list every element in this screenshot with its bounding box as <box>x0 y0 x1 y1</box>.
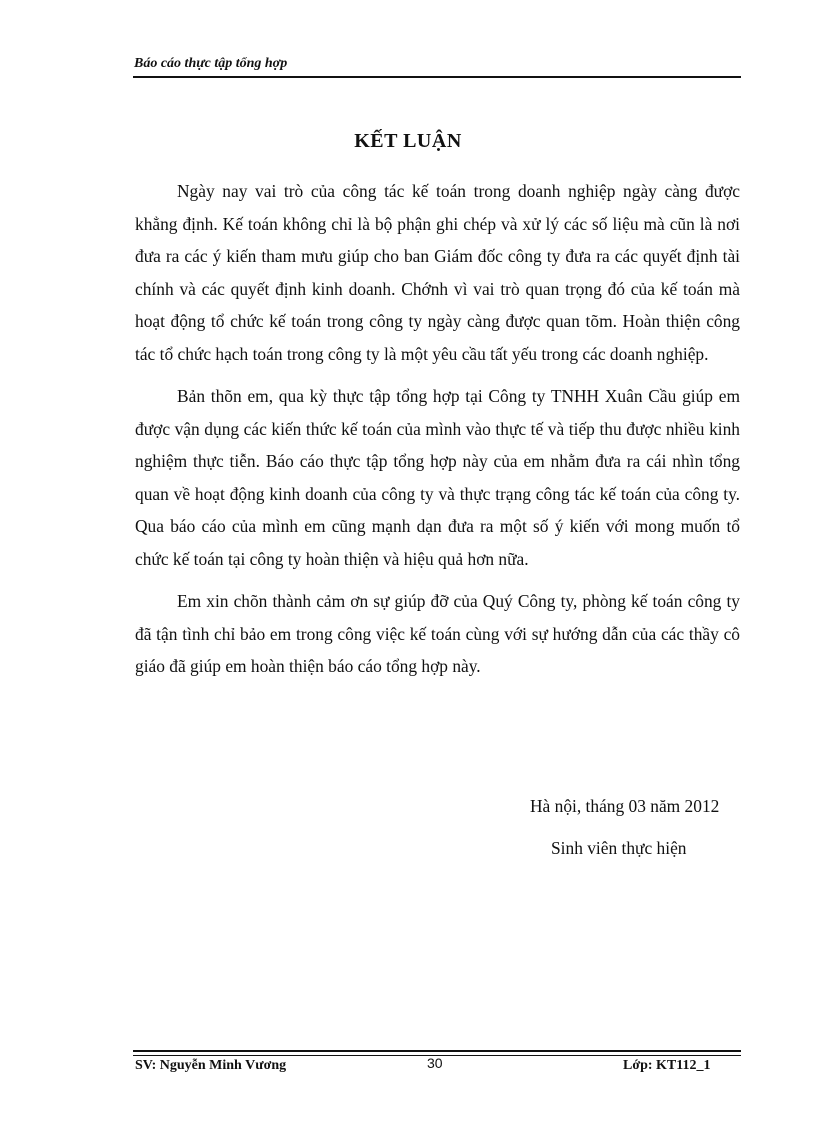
footer-page-number: 30 <box>427 1055 443 1071</box>
page-title: KẾT LUẬN <box>354 130 462 152</box>
paragraph-2: Bản thõn em, qua kỳ thực tập tổng hợp tại Công ty TNHH Xuân Cầu giúp em được vận dụng các kiến thức kế toán của mình vào thực tế và tiếp thu được nhiều kinh nghiệm thực tiễn. Báo cáo thực tập tổng hợp này của em nhằm đưa ra cái nhìn tổng quan về hoạt động kinh doanh của công ty và thực trạng công tác kế toán của công ty. Qua báo cáo của mình em cũng mạnh dạn đưa ra một số ý kiến với mong muốn tổ chức kế toán tại công ty hoàn thiện và hiệu quả hơn nữa. <box>135 386 740 569</box>
paragraph-3: Em xin chõn thành cảm ơn sự giúp đỡ của Quý Công ty, phòng kế toán công ty đã tận tình chỉ bảo em trong công việc kế toán cùng với sự hướng dẫn của các thầy cô giáo đã giúp em hoàn thiện báo cáo tổng hợp này. <box>135 591 740 676</box>
header-title: Báo cáo thực tập tổng hợp <box>134 56 288 71</box>
paragraph-1: Ngày nay vai trò của công tác kế toán trong doanh nghiệp ngày càng được khẳng định. Kế toán không chỉ là bộ phận ghi chép và xử lý các số liệu mà cũn là nơi đưa ra các ý kiến tham mưu giúp cho ban Giám đốc công ty đưa ra các quyết định tài chính và các quyết định kinh doanh. Chớnh vì vai trò quan trọng đó của kế toán mà hoạt động tổ chức kế toán trong công ty ngày càng được quan tõm. Hoàn thiện công tác tổ chức hạch toán trong công ty là một yêu cầu tất yếu trong các doanh nghiệp. <box>135 181 740 364</box>
header-rule <box>133 76 741 78</box>
signature-role: Sinh viên thực hiện <box>551 838 687 858</box>
signature-date: Hà nội, tháng 03 năm 2012 <box>530 796 720 816</box>
body-text <box>135 175 740 693</box>
footer-rule-thick <box>133 1050 741 1052</box>
footer-student-name: SV: Nguyễn Minh Vương <box>135 1058 287 1073</box>
footer-class: Lớp: KT112_1 <box>623 1058 711 1073</box>
